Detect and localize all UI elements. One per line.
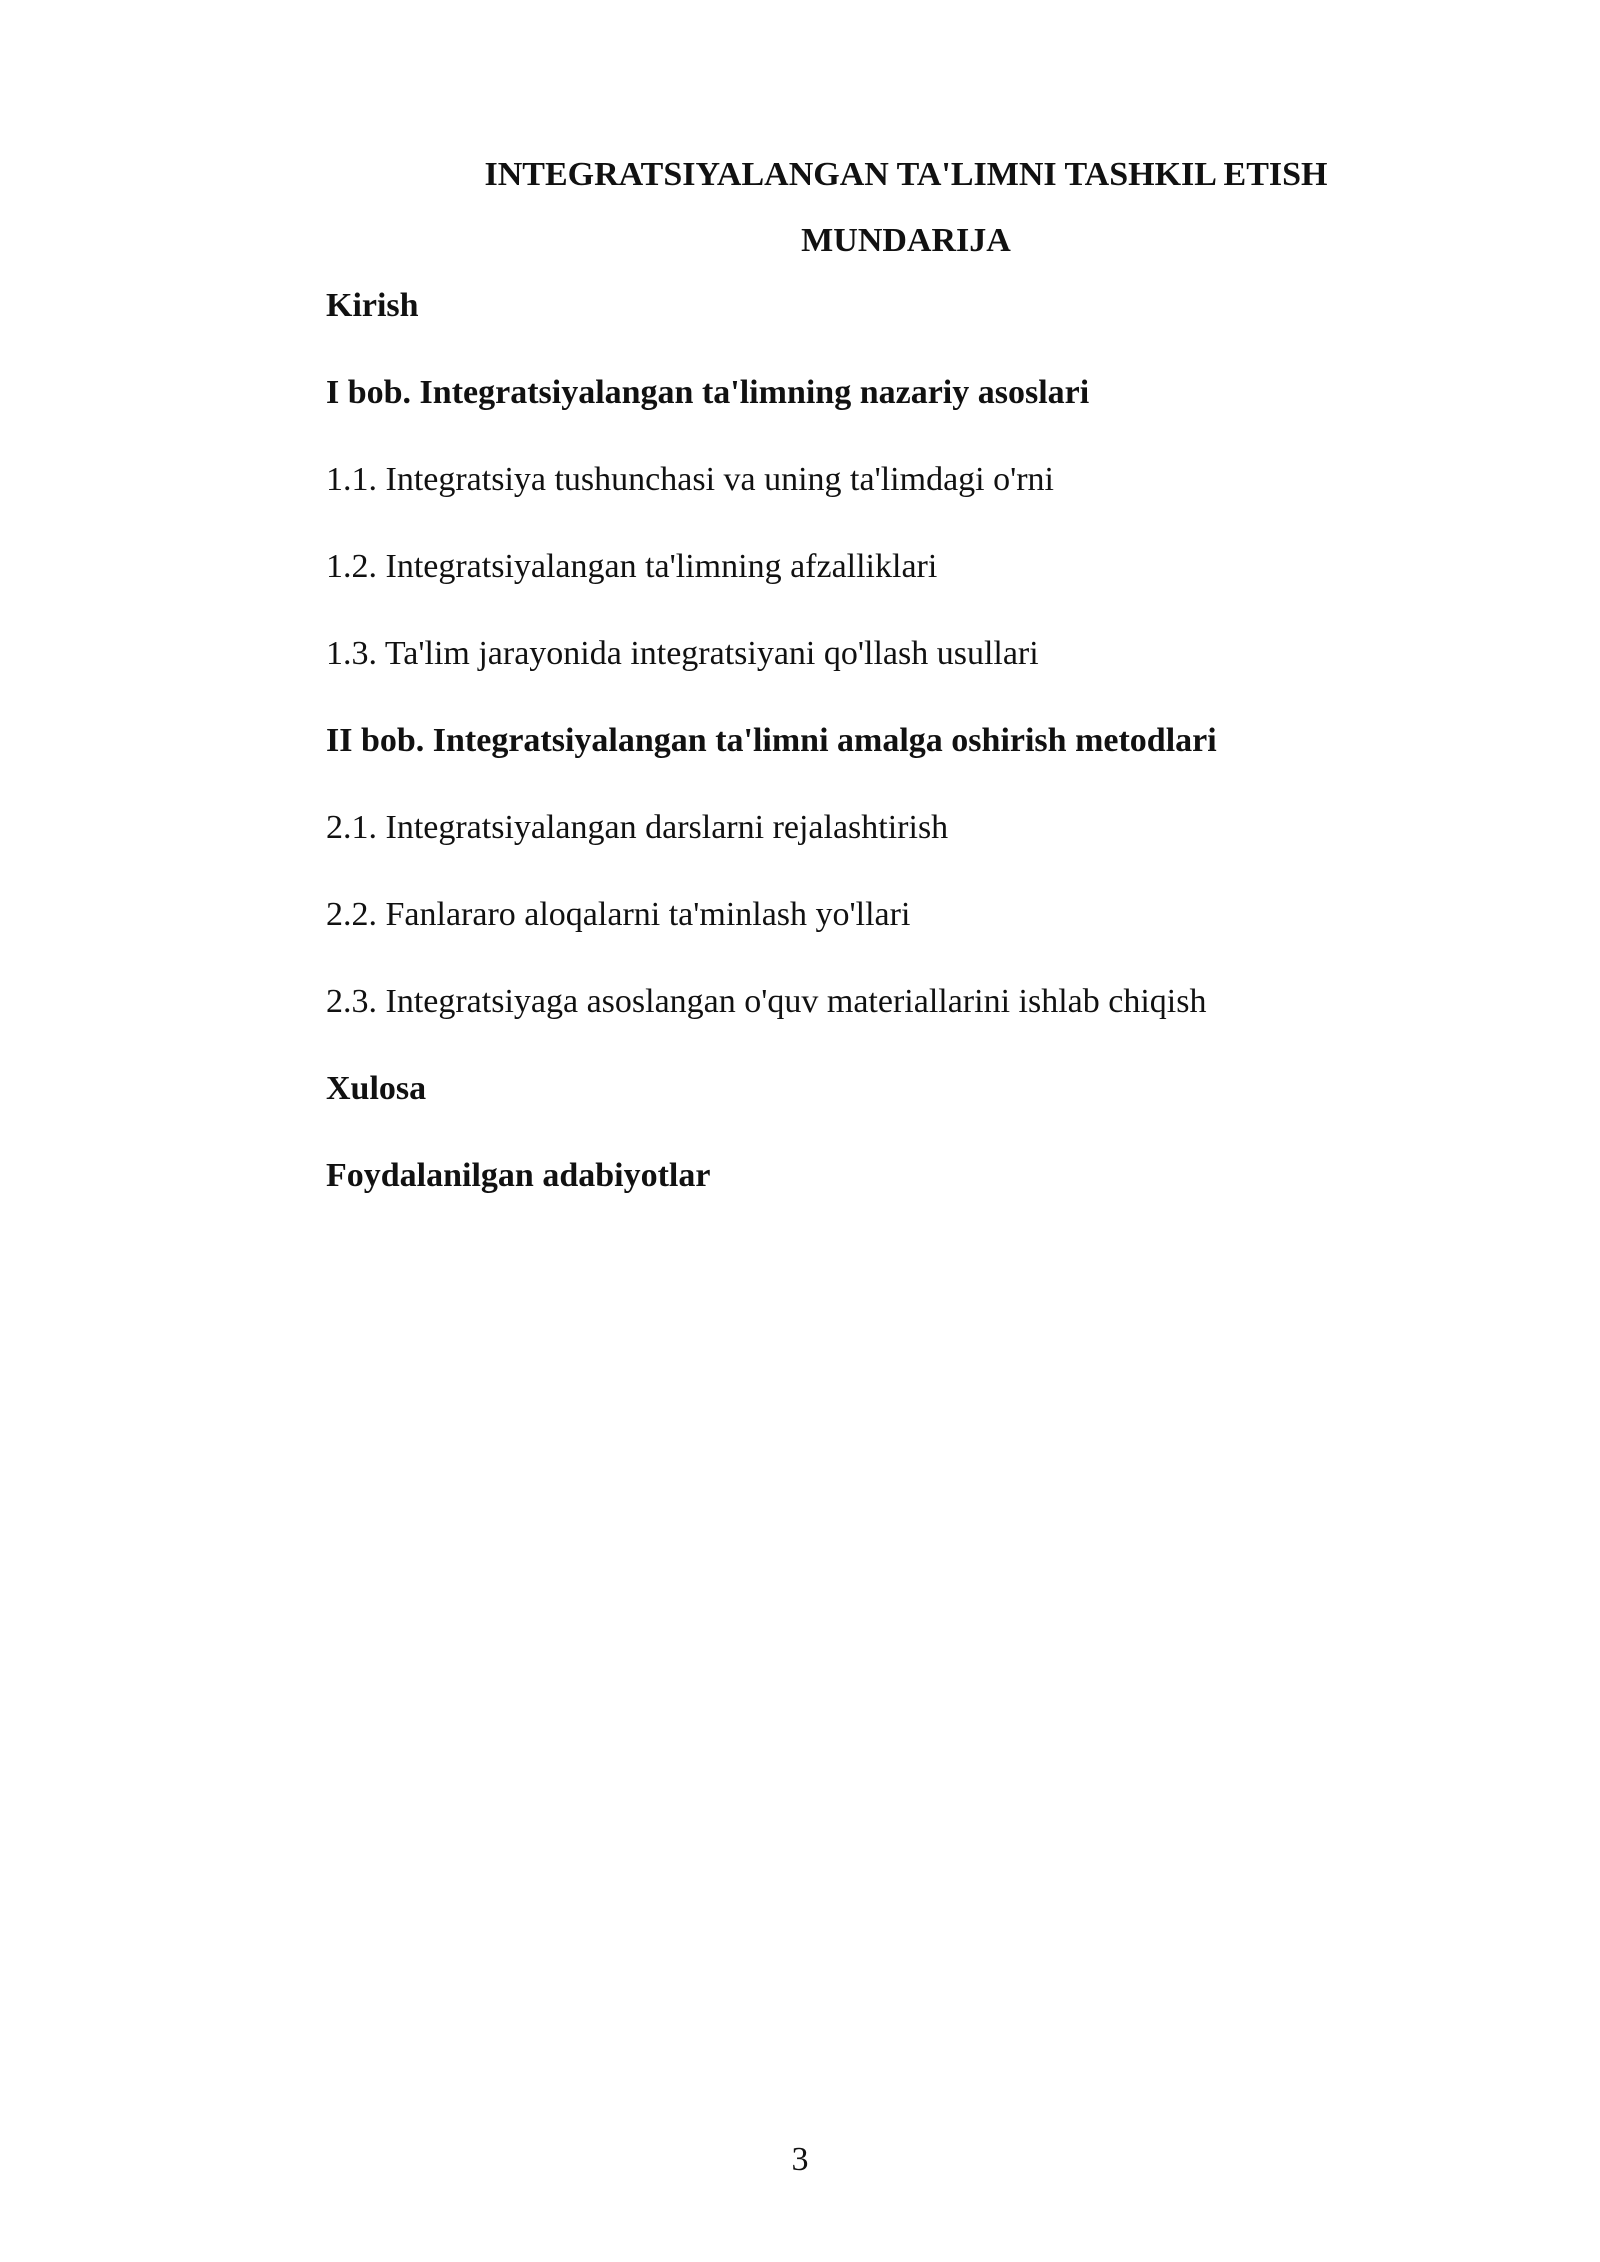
toc-item-chapter-2: II bob. Integratsiyalangan ta'limni amalga oshirish metodlari <box>326 722 1217 759</box>
table-of-contents <box>326 284 1486 1241</box>
toc-item-section-2-2: 2.2. Fanlararo aloqalarni ta'minlash yo'llari <box>326 896 911 933</box>
toc-item-references: Foydalanilgan adabiyotlar <box>326 1157 711 1194</box>
page-number: 3 <box>791 2141 809 2178</box>
toc-item-introduction: Kirish <box>326 287 419 324</box>
toc-item-section-1-2: 1.2. Integratsiyalangan ta'limning afzalliklari <box>326 548 938 585</box>
document-title: INTEGRATSIYALANGAN TA'LIMNI TASHKIL ETISH <box>484 156 1328 193</box>
toc-item-chapter-1: I bob. Integratsiyalangan ta'limning nazariy asoslari <box>326 374 1090 411</box>
toc-item-section-2-3: 2.3. Integratsiyaga asoslangan o'quv materiallarini ishlab chiqish <box>326 983 1207 1020</box>
toc-item-section-2-1: 2.1. Integratsiyalangan darslarni rejalashtirish <box>326 809 949 846</box>
toc-item-section-1-3: 1.3. Ta'lim jarayonida integratsiyani qo'llash usullari <box>326 635 1039 672</box>
toc-item-conclusion: Xulosa <box>326 1070 427 1107</box>
toc-heading: MUNDARIJA <box>801 222 1011 259</box>
toc-item-section-1-1: 1.1. Integratsiya tushunchasi va uning ta'limdagi o'rni <box>326 461 1054 498</box>
